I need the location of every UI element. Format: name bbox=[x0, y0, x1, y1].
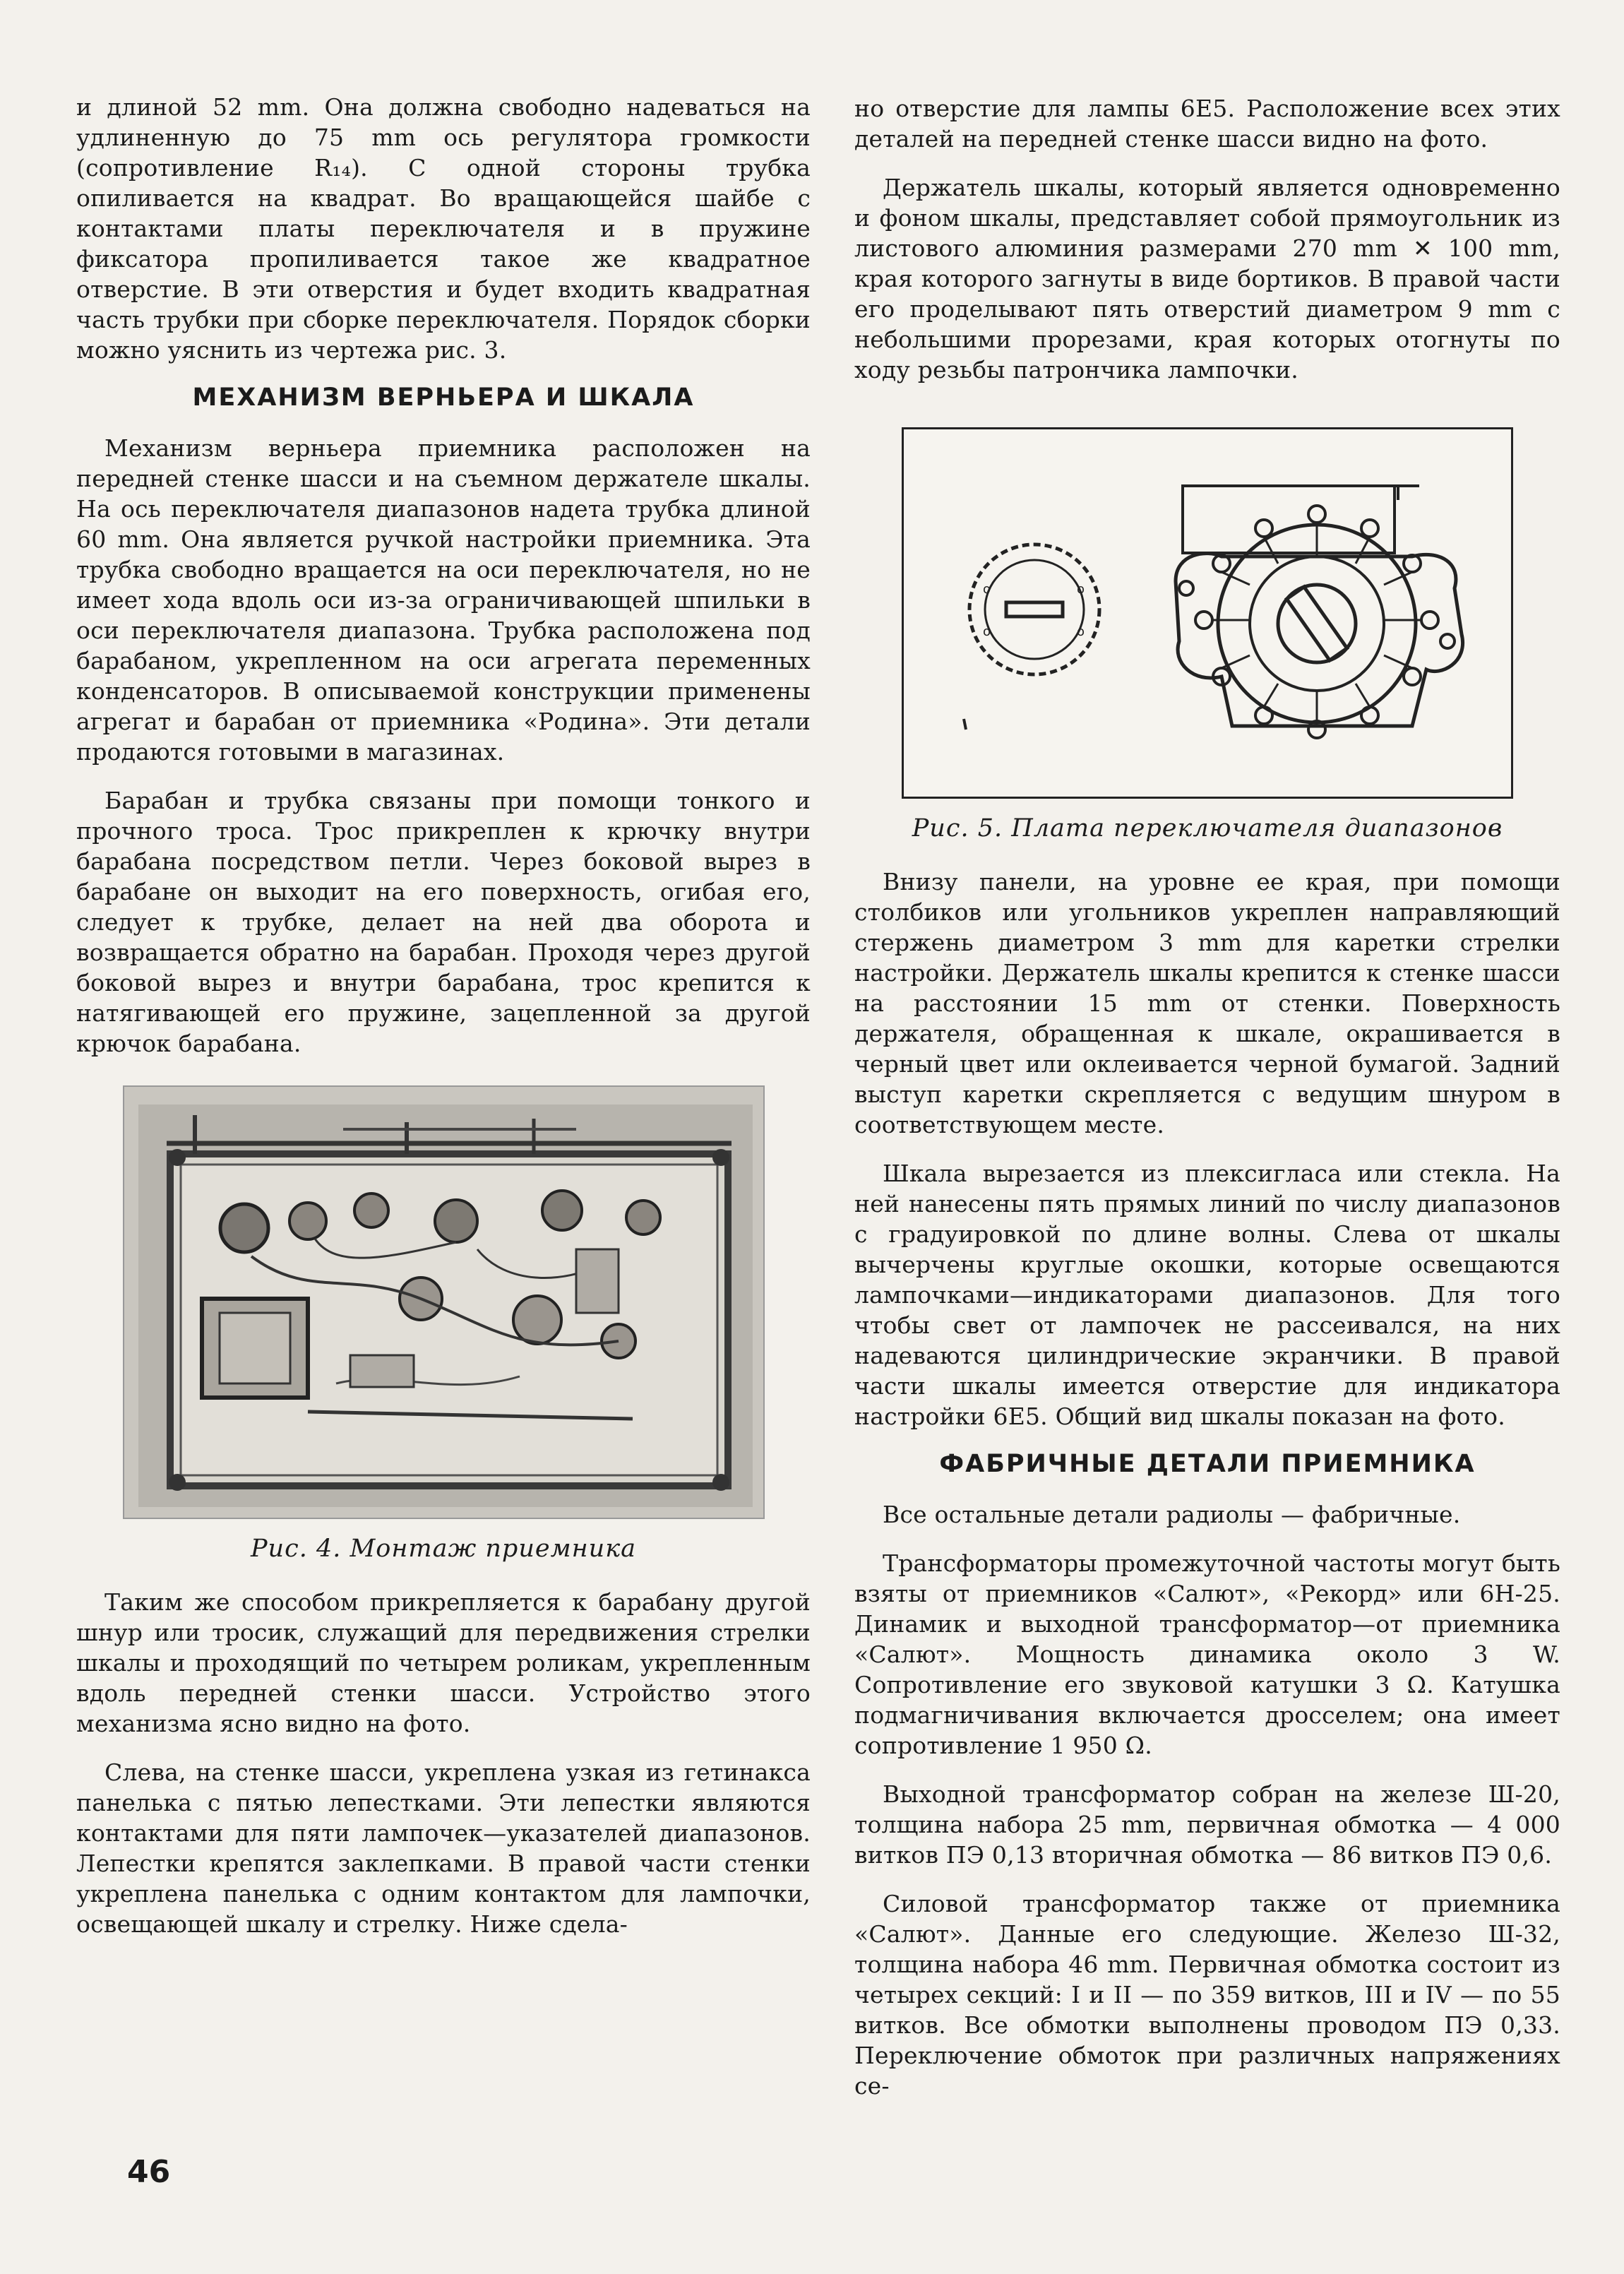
figure-4-caption: Рис. 4. Монтаж приемника bbox=[251, 1535, 636, 1563]
paragraph: Шкала вырезается из плексигласа или стекла. На ней нанесены пять прямых линий по числу диапазонов с градуировкой по длине волны. Слева от шкалы вычерчены круглые окошки, которые освещаются лампочками—индикаторами диапазонов. Для того чтобы свет от лампочек не рассеивался, на них надеваются цилиндрические экранчики. В правой части шкалы имеется отверстие для индикатора настройки 6Е5. Общий вид шкалы показан на фото. bbox=[854, 1160, 1560, 1430]
paragraph: Выходной трансформатор собран на железе Ш-20, толщина набора 25 mm, первичная обмотка — 4 000 витков ПЭ 0,13 вторичная обмотка — 86 витков ПЭ 0,6. bbox=[854, 1780, 1560, 1869]
paragraph: Трансформаторы промежуточной частоты могут быть взяты от приемников «Салют», «Рекорд» или 6Н-25. Динамик и выходной трансформатор—от приемника «Салют». Мощность динамика около 3 W. Сопротивление его звуковой катушки 3 Ω. Катушка подмагничивания включается дросселем; она имеет сопротивление 1 950 Ω. bbox=[854, 1549, 1560, 1759]
svg-text:o: o bbox=[1077, 582, 1085, 597]
paragraph: Внизу панели, на уровне ее края, при помощи столбиков или угольников укреплен направляющий стержень диаметром 3 mm для каретки стрелки настройки. Держатель шкалы крепится к стенке шасси на расстоянии 15 mm от стенки. Поверхность держателя, обращенная к шкале, окрашивается в черный цвет или оклеивается черной бумагой. Задний выступ каретки скрепляется с ведущим шнуром в соответствующем месте. bbox=[854, 868, 1560, 1138]
figure-5-caption: Рис. 5. Плата переключателя диапазонов bbox=[912, 814, 1503, 843]
figure-4-photo bbox=[123, 1085, 765, 1519]
right-column bbox=[854, 93, 1560, 2119]
section-heading: МЕХАНИЗМ ВЕРНЬЕРА И ШКАЛА bbox=[192, 383, 695, 412]
svg-text:o: o bbox=[983, 624, 991, 639]
paragraph: Силовой трансформатор также от приемника «Салют». Данные его следующие. Железо Ш-32, толщина набора 46 mm. Первичная обмотка состоит из четырех секций: I и II — по 359 витков, III и IV — по 55 витков. Все обмотки выполнены проводом ПЭ 0,33. Переключение обмоток при различных напряжениях се- bbox=[854, 1890, 1560, 2100]
figure-5-drawing bbox=[902, 427, 1513, 799]
paragraph: но отверстие для лампы 6Е5. Расположение всех этих деталей на передней стенке шасси видно на фото. bbox=[854, 95, 1560, 153]
switch-board-drawing bbox=[904, 429, 1511, 797]
paragraph: и длиной 52 mm. Она должна свободно надеваться на удлиненную до 75 mm ось регулятора громкости (сопротивление R₁₄). С одной стороны трубка опиливается на квадрат. Во вращающейся шайбе с контактами платы переключателя и в пружине фиксатора пропиливается такое же квадратное отверстие. В эти отверстия и будет входить квадратная часть трубки при сборке переключателя. Порядок сборки можно уяснить из чертежа рис. 3. bbox=[76, 93, 811, 364]
paragraph: Слева, на стенке шасси, укреплена узкая из гетинакса панелька с пятью лепестками. Эти лепестки являются контактами для пяти лампочек—указателей диапазонов. Лепестки крепятся заклепками. В правой части стенки укреплена панелька с одним контактом для лампочки, освещающей шкалу и стрелку. Ниже сдела- bbox=[76, 1758, 811, 1938]
svg-text:o: o bbox=[1077, 624, 1085, 639]
page-number: 46 bbox=[127, 2154, 171, 2190]
section-heading: ФАБРИЧНЫЕ ДЕТАЛИ ПРИЕМНИКА bbox=[939, 1450, 1476, 1478]
paragraph: Барабан и трубка связаны при помощи тонкого и прочного троса. Трос прикреплен к крючку внутри барабана посредством петли. Через боковой вырез в барабане он выходит на его поверхность, огибая его, следует к трубке, делает на ней два оборота и возвращается обратно на барабан. Проходя через другой боковой вырез и внутри барабана, трос крепится к натягивающей его пружине, зацепленной за другой крючок барабана. bbox=[76, 787, 811, 1057]
left-column bbox=[76, 92, 811, 1958]
paragraph: Таким же способом прикрепляется к барабану другой шнур или тросик, служащий для передвижения стрелки шкалы и проходящий по четырем роликам, укрепленным вдоль передней стенки шасси. Устройство этого механизма ясно видно на фото. bbox=[76, 1588, 811, 1737]
receiver-assembly-photo bbox=[124, 1087, 763, 1518]
paragraph: Держатель шкалы, который является одновременно и фоном шкалы, представляет собой прямоугольник из листового алюминия размерами 270 mm ✕ 100 mm, края которого загнуты в виде бортиков. В правой части его проделывают пять отверстий диаметром 9 mm с небольшими прорезами, края которых отогнуты по ходу резьбы патрончика лампочки. bbox=[854, 174, 1560, 383]
paragraph: Механизм верньера приемника расположен на передней стенке шасси и на съемном держателе шкалы. На ось переключателя диапазонов надета трубка длиной 60 mm. Она является ручкой настройки приемника. Эта трубка свободно вращается на оси переключателя, но не имеет хода вдоль оси из-за ограничивающей шпильки в оси переключателя диапазона. Трубка расположена под барабаном, укрепленном на оси агрегата переменных конденсаторов. В описываемой конструкции применены агрегат и барабан от приемника «Родина». Эти детали продаются готовыми в магазинах. bbox=[76, 434, 811, 766]
paragraph: Все остальные детали радиолы — фабричные. bbox=[883, 1501, 1461, 1528]
svg-text:o: o bbox=[983, 582, 991, 597]
